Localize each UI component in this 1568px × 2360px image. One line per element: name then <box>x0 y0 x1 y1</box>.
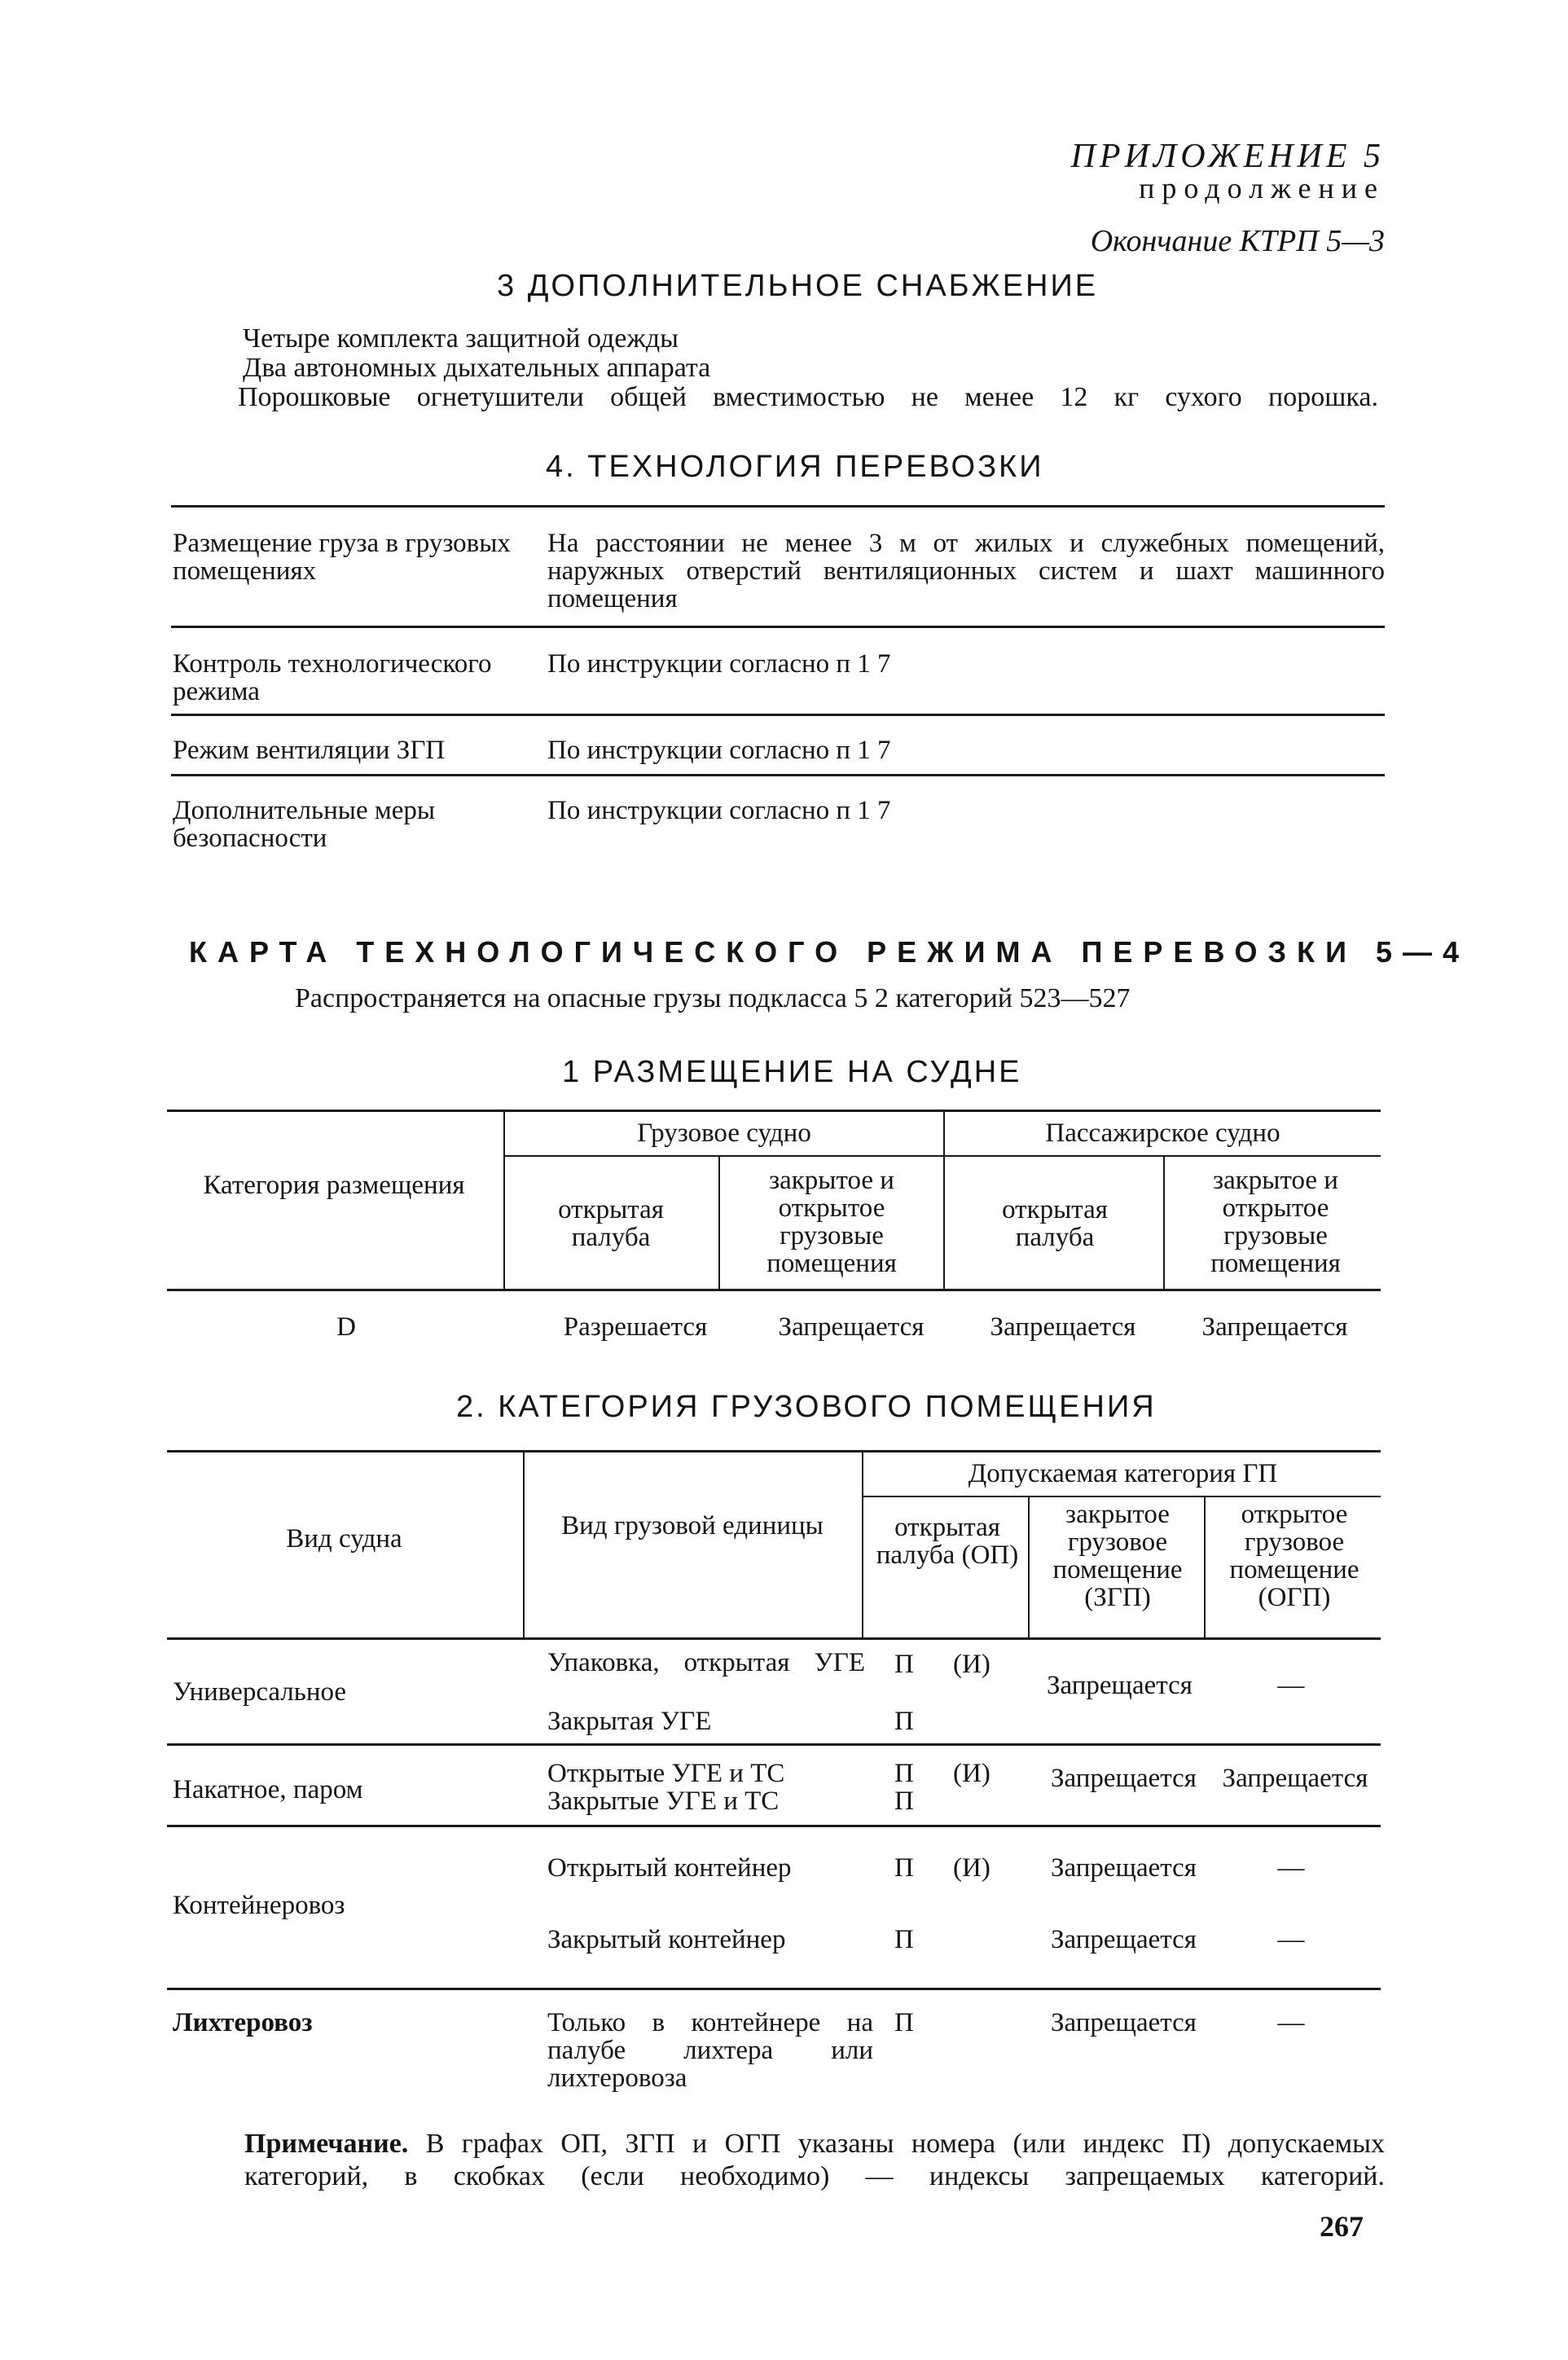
card-end-line: Окончание КТРП 5—3 <box>1090 224 1385 258</box>
section-3-title: 3 ДОПОЛНИТЕЛЬНОЕ СНАБЖЕНИЕ <box>497 269 1099 303</box>
placement-title: 1 РАЗМЕЩЕНИЕ НА СУДНЕ <box>562 1055 1022 1089</box>
ogp-value: Запрещается <box>1222 1764 1368 1793</box>
unit-type: Упаковка, открытая УГЕ <box>547 1648 865 1677</box>
hold-category-title: 2. КАТЕГОРИЯ ГРУЗОВОГО ПОМЕЩЕНИЯ <box>456 1390 1157 1424</box>
tech-label-4: Дополнительные меры безопасности <box>173 796 436 853</box>
op-value: П <box>894 1925 914 1954</box>
unit-type: Открытый контейнер <box>547 1853 792 1883</box>
ship-type: Контейнеровоз <box>173 1891 345 1920</box>
col-allowed-category: Допускаемая категория ГП <box>968 1459 1278 1488</box>
table-rule <box>167 1110 1381 1112</box>
footnote <box>244 2128 1385 2193</box>
ogp-value: — <box>1277 1925 1305 1954</box>
map-title: КАРТА ТЕХНОЛОГИЧЕСКОГО РЕЖИМА ПЕРЕВОЗКИ 5—4 <box>189 935 1469 969</box>
col-category: Категория размещения <box>203 1171 465 1200</box>
footnote-label: Примечание. <box>244 2129 409 2159</box>
ogp-value: — <box>1277 2008 1305 2037</box>
op-index: (И) <box>953 1853 990 1883</box>
col-divider <box>523 1450 525 1637</box>
zgp-value: Запрещается <box>1051 1853 1197 1883</box>
tech-label-2: Контроль технологического режима <box>173 649 492 706</box>
op-value: П <box>894 2008 914 2037</box>
supply-line-2: Два автономных дыхательных аппарата <box>243 353 711 383</box>
tech-label-3: Режим вентиляции ЗГП <box>173 736 446 765</box>
zgp-value: Запрещается <box>1051 1764 1197 1793</box>
col-zgp: закрытое грузовое помещение (ЗГП) <box>1052 1500 1183 1612</box>
op-value: П <box>894 1650 914 1679</box>
col-divider <box>1204 1497 1206 1637</box>
zgp-value: Запрещается <box>1051 1925 1197 1954</box>
col-pass-open-deck: открытая палуба <box>1002 1195 1108 1252</box>
placement-category: D <box>336 1312 356 1342</box>
ogp-value: — <box>1277 1671 1305 1700</box>
table-rule <box>863 1496 1381 1497</box>
col-cargo-holds: закрытое и открытое грузовые помещения <box>766 1166 897 1278</box>
supply-line-1: Четыре комплекта защитной одежды <box>243 323 679 354</box>
col-unit-type: Вид грузовой единицы <box>561 1511 824 1540</box>
zgp-value: Запрещается <box>1047 1671 1192 1700</box>
appendix-title: ПРИЛОЖЕНИЕ 5 <box>1070 138 1385 175</box>
ship-type: Лихтеровоз <box>173 2008 313 2037</box>
placement-value: Запрещается <box>1201 1312 1348 1342</box>
col-divider <box>718 1157 720 1289</box>
table-rule <box>171 626 1385 628</box>
appendix-continued: продолжение <box>1139 172 1385 204</box>
col-ship-type: Вид судна <box>286 1524 402 1554</box>
table-rule <box>505 1155 1381 1157</box>
op-value: П <box>894 1707 914 1736</box>
op-index: (И) <box>953 1759 990 1788</box>
col-cargo-open-deck: открытая палуба <box>558 1195 664 1252</box>
supply-line-3: Порошковые огнетушители общей вместимостью не менее 12 кг сухого порошка. <box>238 382 1378 412</box>
op-index: (И) <box>953 1650 990 1679</box>
unit-type: Закрытый контейнер <box>547 1925 786 1954</box>
tech-value-3: По инструкции согласно п 1 7 <box>547 736 891 765</box>
table-rule <box>167 1743 1381 1746</box>
unit-type: Только в контейнере на палубе лихтера или лихтеровоза <box>547 2008 873 2093</box>
op-value: П <box>894 1759 914 1788</box>
unit-type: Закрытые УГЕ и ТС <box>547 1786 780 1816</box>
section-4-title: 4. ТЕХНОЛОГИЯ ПЕРЕВОЗКИ <box>546 450 1044 484</box>
unit-type: Закрытая УГЕ <box>547 1707 712 1736</box>
table-rule <box>167 1825 1381 1827</box>
col-passenger-ship: Пассажирское судно <box>1045 1118 1280 1148</box>
table-rule <box>167 1637 1381 1640</box>
map-scope: Распространяется на опасные грузы подкласса 5 2 категорий 523—527 <box>295 983 1131 1013</box>
ship-type: Накатное, паром <box>173 1775 363 1804</box>
col-op: открытая палуба (ОП) <box>876 1513 1019 1570</box>
col-divider <box>862 1450 863 1637</box>
col-divider <box>1028 1497 1030 1637</box>
tech-label-1: Размещение груза в грузовых помещениях <box>173 529 511 586</box>
col-pass-holds: закрытое и открытое грузовые помещения <box>1210 1166 1341 1278</box>
placement-value: Разрешается <box>563 1312 708 1342</box>
placement-value: Запрещается <box>990 1312 1136 1342</box>
ship-type: Универсальное <box>173 1677 347 1707</box>
table-rule <box>167 1988 1381 1990</box>
table-rule <box>167 1450 1381 1452</box>
zgp-value: Запрещается <box>1051 2008 1197 2037</box>
page-number: 267 <box>1320 2210 1364 2243</box>
table-rule <box>171 774 1385 776</box>
col-ogp: открытое грузовое помещение (ОГП) <box>1229 1500 1359 1612</box>
table-rule <box>167 1289 1381 1291</box>
table-rule <box>171 714 1385 716</box>
col-cargo-ship: Грузовое судно <box>637 1118 811 1148</box>
op-value: П <box>894 1853 914 1883</box>
table-rule <box>171 505 1385 508</box>
footnote-text: В графах ОП, ЗГП и ОГП указаны номера (или индекс П) допускаемых категорий, в скобках (если необходимо) — индексы запрещаемых категорий. <box>244 2129 1386 2191</box>
col-divider <box>1163 1157 1165 1289</box>
ogp-value: — <box>1277 1853 1305 1883</box>
tech-value-1: На расстоянии не менее 3 м от жилых и служебных помещений, наружных отверстий вентиляционных систем и шахт машинного помещения <box>547 529 1385 613</box>
op-value: П <box>894 1786 914 1816</box>
unit-type: Открытые УГЕ и ТС <box>547 1759 785 1788</box>
tech-value-2: По инструкции согласно п 1 7 <box>547 649 891 679</box>
placement-value: Запрещается <box>778 1312 925 1342</box>
tech-value-4: По инструкции согласно п 1 7 <box>547 796 891 825</box>
